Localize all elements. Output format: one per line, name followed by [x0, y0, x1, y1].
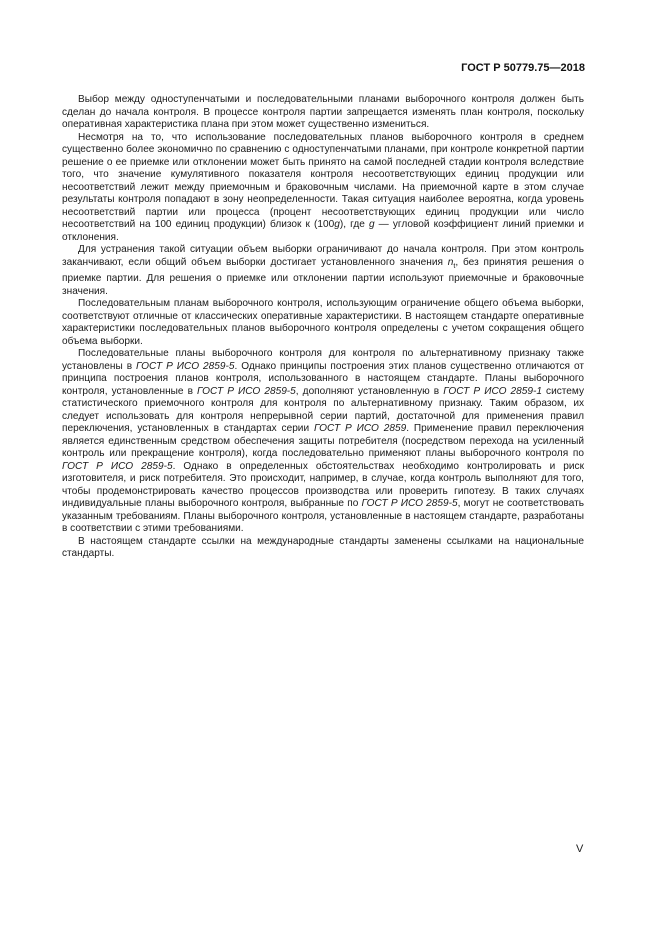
paragraph-text: — угловой коэффициент линий приемки и отклонения. [62, 219, 584, 243]
reference-text: ГОСТ Р ИСО 2859-5 [62, 460, 173, 472]
paragraph-text: , дополняют установленную в [295, 385, 444, 397]
reference-text: ГОСТ Р ИСО 2859-5 [136, 360, 235, 372]
reference-text: ГОСТ Р ИСО 2859-1 [443, 385, 542, 397]
paragraph-text: , могут не соответствовать указанным требованиям. Планы выборочного контроля, установленные в настоящем стандарте, разработаны в соответствии с этими требованиями. [62, 498, 584, 535]
paragraph [62, 94, 584, 132]
paragraph-text: ), где [339, 219, 369, 230]
paragraph [62, 298, 584, 348]
reference-text: g [368, 219, 375, 230]
paragraph-text: t [453, 262, 456, 270]
paragraph-text: Несмотря на то, что использование последовательных планов выборочного контроля в среднем существенно более экономично по сравнению с одноступенчатыми планами, при контроле конкретной партии решение о ее приемке или отклонении может быть принято на самой последней стадии контроля вследствие того, что значение кумулятивного показателя контроля несоответствующих единиц продукции или несоответствий лежит между приемочным и браковочным числами. На приемочной карте в этом случае результаты контроля попадают в зону неопределенности. Такая ситуация наиболее вероятна, когда уровень несоответствий партии или процесса (процент несоответствующих единиц продукции или число несоответствий на 100 единиц продукции) близок к (100 [62, 131, 584, 230]
paragraph-text: , без принятия решения о приемке партии. Для решения о приемке или отклонении партии используют приемочные и браковочные значения. [62, 256, 584, 297]
reference-text: ГОСТ Р ИСО 2859 [313, 423, 407, 435]
body-text [62, 94, 584, 561]
paragraph-text: систему статистического приемочного контроля для контроля по альтернативному признаку. Таким образом, их следует использовать для контроля непрерывной серии партий, достаточной для применения правил переключения, установленных в стандартах серии [62, 385, 585, 435]
reference-text: n [447, 256, 454, 268]
paragraph [62, 132, 584, 245]
paragraph-text: Выбор между одноступенчатыми и последовательными планами выборочного контроля должен быть сделан до начала контроля. В процессе контроля партии запрещается изменять план контроля, поскольку оперативная характеристика плана при этом может существенно измениться. [62, 94, 584, 130]
paragraph [62, 348, 584, 536]
reference-text: g [334, 219, 340, 230]
paragraph-text: . Применение правил переключения является единственным средством обеспечения защиты потребителя (посредством перехода на усиленный контроль или прекращение контроля), когда последовательно применяют планы выборочного контроля по [62, 423, 584, 460]
paragraph-text: В настоящем стандарте ссылки на международные стандарты заменены ссылками на национальные стандарты. [62, 535, 584, 560]
paragraph-text: Последовательные планы выборочного контроля для контроля по альтернативному признаку также установлены в [62, 348, 584, 372]
paragraph-text: . Однако принципы построения этих планов существенно отличаются от принципа построения планов контроля, использованного в настоящем стандарте. Планы выборочного контроля, установленные в [62, 360, 584, 397]
paragraph [62, 244, 584, 298]
paragraph-text: Последовательным планам выборочного контроля, использующим ограничение общего объема выборки, соответствуют отличные от классических оперативные характеристики. В настоящем стандарте оперативные характеристики последовательных планов выборочного контроля определены с учетом сокращения общего объема выборки. [62, 298, 584, 347]
standard-header: ГОСТ Р 50779.75—2018 [461, 62, 585, 74]
paragraph [62, 536, 584, 561]
paragraph-text: Для устранения такой ситуации объем выборки ограничивают до начала контроля. При этом контроль заканчивают, если общий объем выборки достигает установленного значения [62, 244, 584, 268]
paragraph-text: . Однако в определенных обстоятельствах необходимо контролировать и риск изготовителя, и риск потребителя. Это происходит, например, в случае, когда контроль выполняют для того, чтобы продемонстрировать качество процессов производства или проверить гипотезу. В таких случаях индивидуальные планы выборочного контроля, выбранные по [62, 460, 584, 510]
page-number: V [576, 843, 584, 855]
reference-text: ГОСТ Р ИСО 2859-5 [361, 498, 458, 510]
reference-text: ГОСТ Р ИСО 2859-5 [197, 385, 296, 397]
